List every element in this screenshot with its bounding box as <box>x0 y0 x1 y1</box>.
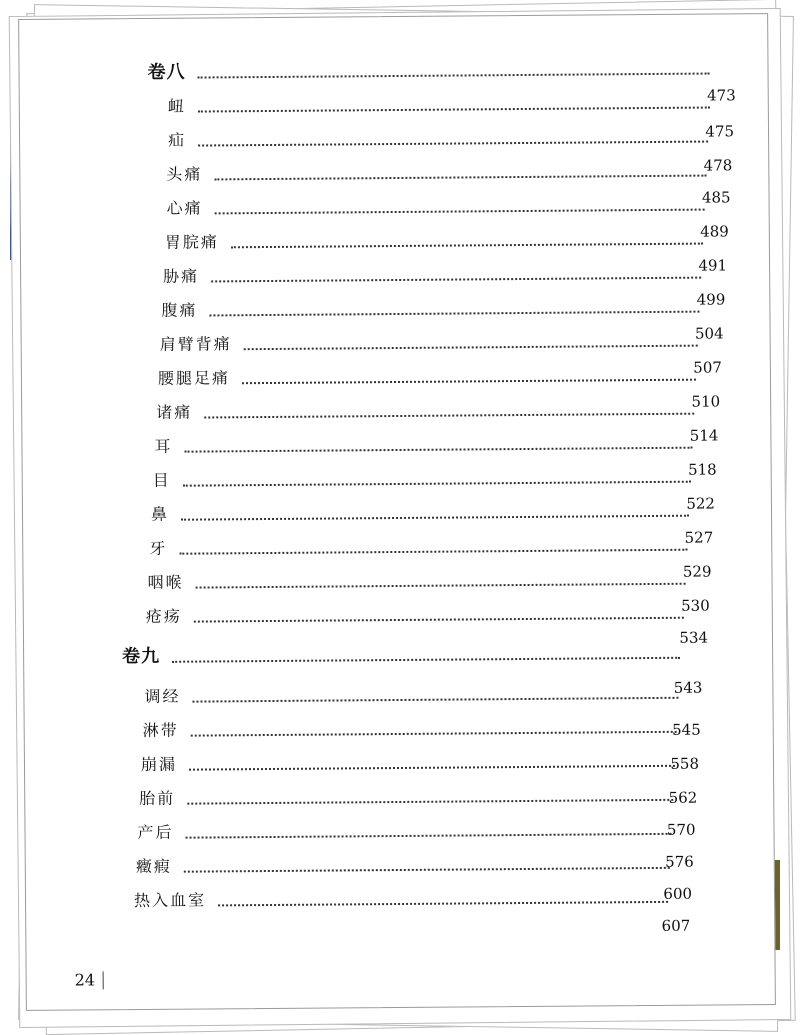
toc-label: 崩漏 <box>140 754 178 775</box>
toc-page-number: 562 <box>668 788 698 807</box>
toc-label: 调经 <box>144 686 181 706</box>
toc-entry-row <box>151 493 699 525</box>
toc-leader-dots <box>214 175 706 181</box>
toc-leader-dots <box>211 277 701 283</box>
toc-page-number: 527 <box>684 528 714 547</box>
toc-label: 心痛 <box>166 198 203 218</box>
toc-entry-row <box>156 391 704 423</box>
toc-leader-dots <box>242 379 696 385</box>
toc-leader-dots <box>198 73 710 79</box>
toc-page-number: 507 <box>693 358 722 377</box>
toc-entry-row <box>147 561 695 593</box>
toc-leader-dots <box>187 799 673 805</box>
toc-leader-dots <box>172 657 680 663</box>
toc-label: 淋带 <box>142 720 179 741</box>
toc-page-number: 522 <box>686 494 716 513</box>
toc-label: 诸痛 <box>156 402 193 422</box>
toc-label: 热入血室 <box>133 890 207 911</box>
toc-label: 腰腿足痛 <box>157 368 231 388</box>
toc-entry-row <box>134 879 678 911</box>
toc-entry-row <box>149 527 697 559</box>
toc-entry-row <box>154 425 702 457</box>
toc-label: 鼻 <box>150 504 170 524</box>
toc-label: 疮疡 <box>145 606 182 626</box>
toc-entry-row <box>136 845 680 877</box>
toc-page-number: 600 <box>663 884 693 903</box>
toc-page-number: 478 <box>703 156 733 175</box>
toc-label: 目 <box>152 470 171 490</box>
toc-leader-dots <box>218 901 668 907</box>
toc-leader-dots <box>215 209 705 215</box>
toc-entry-row <box>163 255 711 287</box>
toc-page-number: 514 <box>689 426 719 445</box>
toc-leader-dots <box>179 549 687 555</box>
toc-label: 产后 <box>137 822 174 843</box>
toc-label: 癥瘕 <box>135 856 172 877</box>
toc-page-number: 473 <box>707 86 736 105</box>
toc-leader-dots <box>198 107 710 113</box>
toc-label: 疝 <box>167 130 187 150</box>
toc-entry-row <box>166 186 714 218</box>
toc-entry-row <box>146 595 694 627</box>
toc-entry-row <box>139 777 683 809</box>
toc-page-number: 485 <box>701 188 731 207</box>
toc-entry-row <box>168 118 718 150</box>
toc-page-number: 529 <box>682 562 712 581</box>
toc-leader-dots <box>196 583 686 589</box>
toc-entry-row <box>153 459 701 491</box>
toc-page-number: 534 <box>679 628 709 647</box>
toc-volume-row <box>147 50 719 82</box>
toc-label: 咽喉 <box>147 572 184 592</box>
toc-leader-dots <box>231 243 703 249</box>
toc-leader-dots <box>209 311 699 317</box>
toc-entry-row <box>137 811 681 843</box>
toc-page-number: 576 <box>665 852 694 871</box>
toc-entry-row <box>168 84 720 116</box>
toc-label: 卷八 <box>147 61 186 83</box>
toc-label: 衄 <box>167 96 186 116</box>
toc-entry-row <box>143 709 687 741</box>
toc-leader-dots <box>191 731 677 737</box>
toc-label: 卷九 <box>122 645 161 668</box>
toc-leader-dots <box>189 765 675 771</box>
toc-label: 牙 <box>149 538 168 558</box>
toc-page-number: 518 <box>687 460 717 479</box>
toc-page-number: 570 <box>666 820 696 839</box>
toc-page-number: 530 <box>681 596 710 615</box>
toc-label: 肩臂背痛 <box>159 334 232 354</box>
toc-label: 腹痛 <box>161 300 198 320</box>
toc-page-number: 545 <box>672 720 701 739</box>
toc-label: 胁痛 <box>163 266 200 286</box>
toc-page-number: 504 <box>694 324 724 343</box>
toc-leader-dots <box>181 515 689 521</box>
toc-leader-dots <box>244 345 698 351</box>
toc-entry-row <box>160 323 708 355</box>
toc-page <box>18 13 776 1011</box>
toc-page-number: 475 <box>705 122 735 141</box>
toc-label: 耳 <box>154 436 173 456</box>
toc-page-number: 489 <box>700 222 729 241</box>
toc-leader-dots <box>186 833 672 839</box>
toc-entry-row <box>165 221 713 253</box>
toc-entry-row <box>158 357 706 389</box>
toc-page-number: 543 <box>673 678 703 697</box>
page-number: 24 <box>75 971 104 989</box>
toc-entry-row <box>144 675 688 707</box>
toc-leader-dots <box>185 447 693 453</box>
toc-entry-row <box>166 152 716 184</box>
toc-page-number: 491 <box>698 256 728 275</box>
toc-page-number: 499 <box>696 290 726 309</box>
toc-entry-row <box>161 289 709 321</box>
toc-label: 胎前 <box>139 788 176 809</box>
toc-page-number: 607 <box>661 916 691 935</box>
toc-leader-dots <box>198 141 708 147</box>
toc-leader-dots <box>204 413 694 419</box>
toc-entry-row <box>141 743 685 775</box>
toc-leader-dots <box>192 697 678 703</box>
toc-label: 头痛 <box>166 164 203 184</box>
toc-label: 胃脘痛 <box>164 232 219 252</box>
toc-leader-dots <box>183 481 691 487</box>
toc-leader-dots <box>194 617 684 623</box>
toc-page-number: 558 <box>670 754 700 773</box>
toc-leader-dots <box>184 867 670 873</box>
toc-volume-row <box>122 635 690 667</box>
toc-page-number: 510 <box>691 392 721 411</box>
